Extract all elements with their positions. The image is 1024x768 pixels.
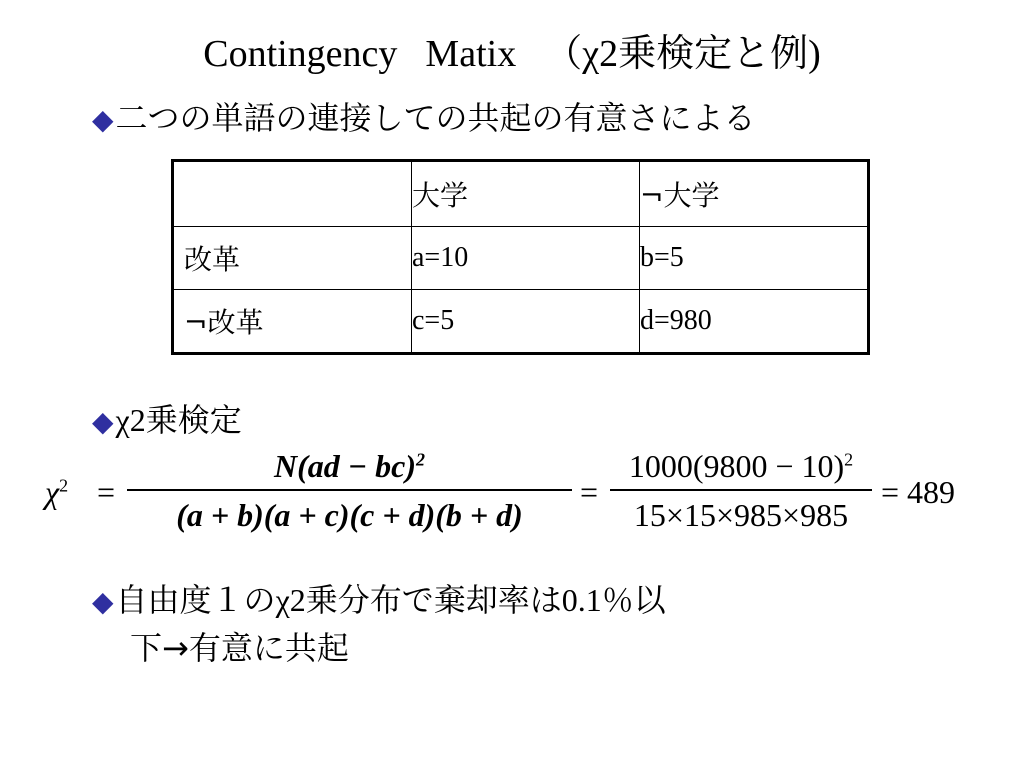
- table-row-label: ¬改革: [173, 290, 412, 354]
- formula-denominator-numeric: 15×15×985×985: [633, 497, 849, 533]
- table-cell-a: a=10: [412, 227, 640, 290]
- bullet-3-line-2: 下→有意に共起: [130, 629, 349, 667]
- formula-equals: =: [97, 474, 116, 510]
- bullet-3-text-c: ％以: [601, 581, 666, 619]
- bullet-3: [92, 578, 666, 624]
- bullet-1: [92, 96, 756, 142]
- formula-lhs-exponent: 2: [59, 475, 69, 496]
- formula-fraction-numeric: [610, 448, 872, 534]
- formula-numerator-general: [127, 448, 572, 489]
- title-japanese: 乗検定と例: [618, 31, 809, 75]
- diamond-bullet-icon: ◆: [92, 103, 114, 136]
- table-header-daigaku: 大学: [412, 161, 640, 227]
- table-header-row: [173, 161, 869, 227]
- bullet-3-text-a: 自由度１の: [115, 581, 276, 619]
- formula-chi: χ: [45, 474, 60, 510]
- table-corner-cell: [173, 161, 412, 227]
- formula-numerator-exponent: 2: [416, 449, 425, 470]
- formula-fraction-general: [127, 448, 572, 534]
- title-two: 2: [599, 33, 619, 75]
- bullet-3-number: 0.1: [561, 582, 602, 618]
- formula-result: = 489: [881, 474, 956, 510]
- formula-numerator-numeric-exponent: 2: [844, 449, 854, 470]
- title-chi: χ: [582, 33, 600, 75]
- table-header-not-daigaku: ¬大学: [640, 161, 869, 227]
- table-cell-c: c=5: [412, 290, 640, 354]
- formula-denominator-general: (a + b)(a + c)(c + d)(b + d): [176, 497, 523, 533]
- title-latin: Contingency: [203, 33, 398, 75]
- formula-lhs: [45, 474, 68, 511]
- bullet-1-text: 二つの単語の連接しての共起の有意さによる: [115, 99, 756, 137]
- table-row: [173, 290, 869, 354]
- formula-numerator-numeric: [610, 448, 872, 489]
- bullet-3-two: 2: [289, 582, 306, 618]
- formula-numerator-values: 1000(9800 − 10): [628, 448, 845, 484]
- table-row: [173, 227, 869, 290]
- slide-title: [0, 22, 1024, 77]
- contingency-table: [171, 159, 870, 355]
- title-open-paren: （: [544, 31, 583, 75]
- formula-numerator-expr: N(ad − bc): [273, 448, 416, 484]
- bullet-2-two: 2: [129, 402, 146, 438]
- formula-equals: =: [580, 474, 599, 510]
- diamond-bullet-icon: ◆: [92, 585, 114, 618]
- title-latin-2: Matix: [425, 33, 517, 75]
- table-row-label: 改革: [173, 227, 412, 290]
- bullet-2-chi: χ: [115, 402, 130, 438]
- bullet-2: [92, 398, 242, 444]
- bullet-2-text: 乗検定: [145, 401, 242, 439]
- bullet-3-chi: χ: [275, 582, 290, 618]
- title-close-paren: ): [808, 33, 821, 75]
- bullet-3-text-b: 乗分布で棄却率は: [305, 581, 562, 619]
- table-cell-b: b=5: [640, 227, 869, 290]
- table-cell-d: d=980: [640, 290, 869, 354]
- diamond-bullet-icon: ◆: [92, 405, 114, 438]
